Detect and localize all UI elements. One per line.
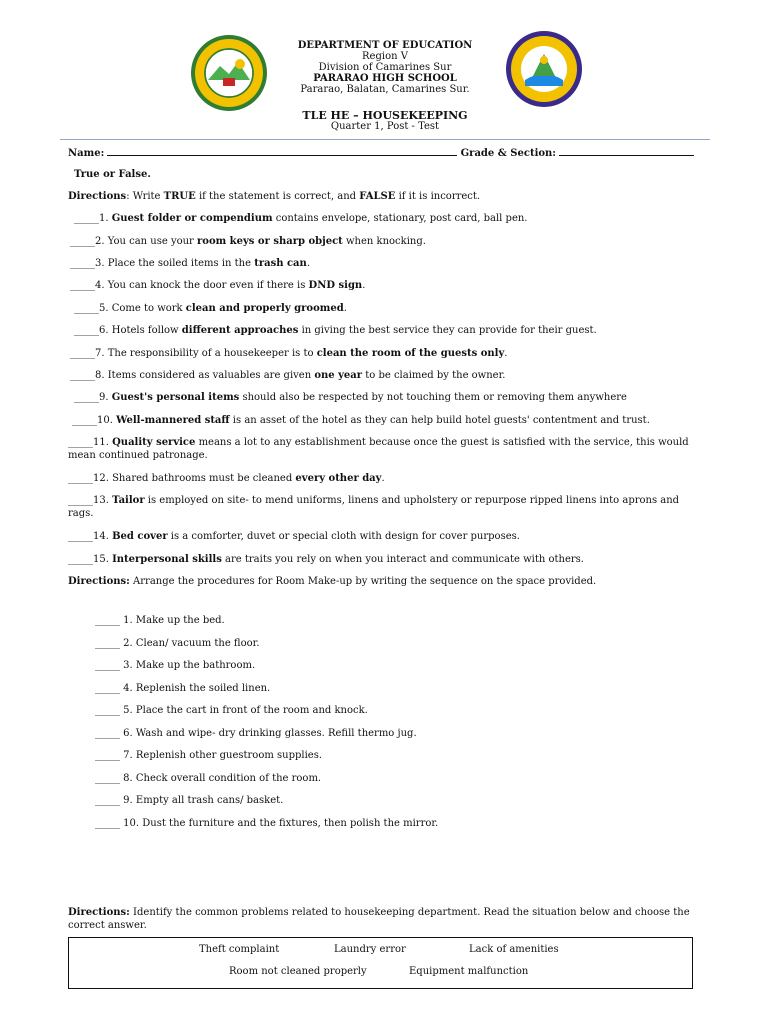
test-title-block: [260, 110, 510, 132]
part1-directions-label: Directions: [68, 191, 127, 202]
part3-directions: [68, 906, 698, 932]
true-false-item: [68, 472, 385, 485]
sequence-item: _____ 5. Place the cart in front of the room and knock.: [95, 705, 368, 716]
item-text: _____8. Items considered as valuables are given: [70, 370, 315, 381]
name-grade-row: [68, 146, 694, 160]
item-text: _____6. Hotels follow: [74, 325, 182, 336]
item-text-end: are traits you rely on when you interact and communicate with others.: [221, 554, 584, 565]
item-text-end: is employed on site- to mend uniforms, linens and upholstery or repurpose ripped linens into aprons and rags.: [68, 495, 680, 519]
sequence-item: _____ 8. Check overall condition of the room.: [95, 772, 322, 784]
part2-directions: [68, 575, 596, 588]
grade-section-blank[interactable]: [559, 146, 694, 156]
sequence-item: _____ 3. Make up the bathroom.: [95, 660, 256, 671]
sequence-item: _____ 6. Wash and wipe- dry drinking glasses. Refill thermo jug.: [95, 727, 417, 739]
item-keyword: Tailor: [112, 495, 145, 506]
true-false-item: [74, 302, 347, 315]
item-keyword: trash can: [254, 258, 307, 269]
item-text: _____9.: [74, 392, 112, 403]
item-text-end: should also be respected by not touching them or removing them anywhere: [239, 392, 627, 403]
name-blank[interactable]: [107, 146, 457, 156]
item-keyword: clean and properly groomed: [185, 303, 344, 314]
item-text-end: when knocking.: [342, 236, 426, 247]
item-keyword: clean the room of the guests only: [316, 348, 505, 359]
true-false-item: [68, 553, 584, 566]
item-text: _____5. Come to work: [74, 303, 186, 314]
item-text: _____12. Shared bathrooms must be cleaned: [68, 473, 296, 484]
choices-box: [68, 937, 693, 989]
item-keyword: every other day: [295, 473, 382, 484]
sequence-item: _____ 2. Clean/ vacuum the floor.: [95, 637, 260, 649]
item-text: _____2. You can use your: [70, 236, 198, 247]
part1-title: True or False.: [74, 169, 151, 180]
item-text-end: contains envelope, stationary, post card, ball pen.: [272, 213, 528, 224]
item-text: _____4. You can knock the door even if there is: [70, 280, 309, 291]
item-keyword: Bed cover: [112, 531, 168, 542]
item-text: _____1.: [74, 213, 112, 224]
name-label: Name:: [68, 148, 105, 159]
division: Division of Camarines Sur: [318, 62, 452, 73]
school-name: PARARAO HIGH SCHOOL: [313, 73, 457, 84]
header-divider: [60, 139, 710, 140]
true-false-item: [68, 436, 690, 462]
part2-directions-label: Directions:: [68, 576, 130, 587]
part1-directions: [68, 190, 480, 203]
item-text-end: .: [504, 348, 508, 359]
true-false-item: [70, 279, 365, 292]
part1-directions-end: if it is incorrect.: [395, 191, 481, 202]
item-keyword: different approaches: [181, 325, 299, 336]
false-keyword: FALSE: [359, 191, 396, 202]
item-keyword: room keys or sharp object: [197, 236, 343, 247]
part3-directions-label: Directions:: [68, 907, 130, 918]
division-seal-logo: [190, 34, 268, 112]
item-text-end: .: [362, 280, 366, 291]
item-keyword: Guest folder or compendium: [111, 213, 273, 224]
part2-directions-text: Arrange the procedures for Room Make-up by writing the sequence on the space provided.: [129, 576, 597, 587]
department-name: DEPARTMENT OF EDUCATION: [297, 40, 473, 51]
item-text-end: .: [306, 258, 310, 269]
sequence-item: _____ 7. Replenish other guestroom supplies.: [95, 750, 323, 761]
choice-item: Equipment malfunction: [409, 966, 529, 977]
letterhead: [260, 40, 510, 95]
item-text: _____11.: [68, 437, 113, 448]
part1-directions-text: : Write: [126, 191, 164, 202]
item-keyword: Quality service: [112, 437, 196, 448]
school-seal-logo: [505, 30, 583, 108]
item-text-end: .: [381, 473, 385, 484]
true-false-item: [70, 235, 426, 248]
true-false-item: [74, 212, 527, 225]
item-text-end: .: [343, 303, 347, 314]
item-keyword: Well-mannered staff: [116, 415, 230, 426]
part3-directions-text: Identify the common problems related to housekeeping department. Read the situation below and choose the correct answer.: [68, 907, 690, 931]
item-text-end: to be claimed by the owner.: [362, 370, 506, 381]
choice-item: Laundry error: [334, 944, 406, 955]
item-keyword: Interpersonal skills: [112, 554, 222, 565]
item-text: _____3. Place the soiled items in the: [70, 258, 255, 269]
sequence-item: _____ 10. Dust the furniture and the fixtures, then polish the mirror.: [95, 817, 439, 829]
item-keyword: DND sign: [308, 280, 363, 291]
item-keyword: Guest's personal items: [111, 392, 240, 403]
true-false-item: [74, 324, 597, 337]
item-text-end: is a comforter, duvet or special cloth with design for cover purposes.: [167, 531, 520, 542]
choice-item: Room not cleaned properly: [229, 966, 367, 977]
true-keyword: TRUE: [163, 191, 196, 202]
school-address: Pararao, Balatan, Camarines Sur.: [300, 84, 470, 95]
quarter-label: Quarter 1, Post - Test: [330, 121, 440, 132]
true-false-item: [70, 257, 310, 270]
region: Region V: [362, 51, 408, 62]
choice-item: Theft complaint: [199, 944, 280, 955]
item-text: _____13.: [68, 495, 113, 506]
grade-section-label: Grade & Section:: [460, 148, 556, 159]
part1-directions-mid: if the statement is correct, and: [195, 191, 360, 202]
true-false-item: [72, 414, 650, 427]
true-false-item: [74, 391, 627, 404]
item-keyword: one year: [314, 370, 363, 381]
item-text: _____10.: [72, 415, 117, 426]
item-text-end: is an asset of the hotel as they can help build hotel guests' contentment and trust.: [229, 415, 650, 426]
true-false-item: [70, 347, 507, 360]
item-text: _____14.: [68, 531, 113, 542]
sequence-item: _____ 1. Make up the bed.: [95, 615, 225, 626]
sequence-item: _____ 9. Empty all trash cans/ basket.: [95, 795, 284, 806]
true-false-item: [68, 530, 520, 543]
subject-title: TLE HE – HOUSEKEEPING: [302, 109, 468, 122]
item-text-end: in giving the best service they can provide for their guest.: [298, 325, 597, 336]
true-false-item: [70, 369, 505, 382]
item-text: _____7. The responsibility of a housekeeper is to: [70, 348, 317, 359]
true-false-item: [68, 494, 690, 520]
choice-item: Lack of amenities: [469, 944, 559, 955]
sequence-item: _____ 4. Replenish the soiled linen.: [95, 682, 271, 694]
item-text: _____15.: [68, 554, 113, 565]
item-text-end: means a lot to any establishment because once the guest is satisfied with the service, this would mean continued patronage.: [68, 437, 689, 461]
